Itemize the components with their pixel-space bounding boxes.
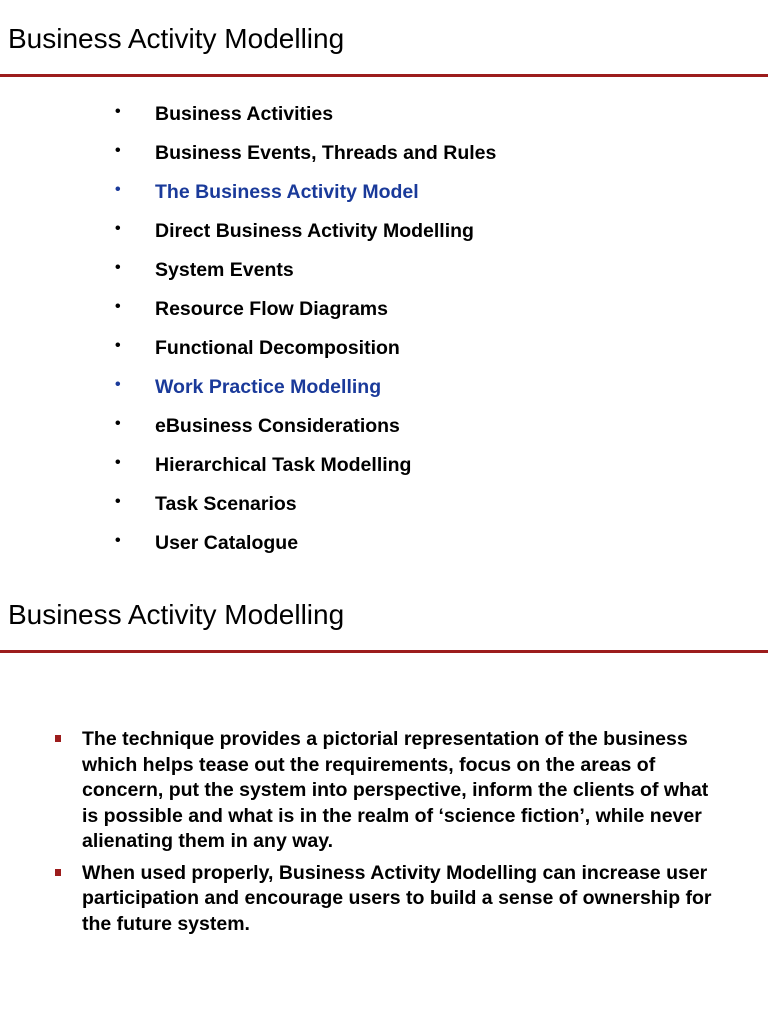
body-bullet-list [0,727,768,943]
bullet-icon: • [115,532,121,549]
bullet-icon: • [115,181,121,198]
agenda-item-label: Work Practice Modelling [155,376,382,398]
agenda-item-label: Hierarchical Task Modelling [155,454,412,476]
slide-title: Business Activity Modelling [8,23,345,54]
title-divider [0,74,768,77]
bullet-icon: • [115,337,121,354]
bullet-icon: • [115,259,121,276]
square-bullet-icon [55,869,61,876]
bullet-icon: • [115,376,121,393]
agenda-item-label: Functional Decomposition [155,337,400,359]
agenda-item-label: Business Events, Threads and Rules [155,142,497,164]
agenda-item-label: System Events [155,259,294,281]
agenda-item-label: Direct Business Activity Modelling [155,220,474,242]
description-slide [0,576,768,1024]
slide-title: Business Activity Modelling [8,599,345,630]
agenda-item-label: Resource Flow Diagrams [155,298,388,320]
bullet-icon: • [115,103,121,120]
agenda-item-label: The Business Activity Model [155,181,419,203]
body-bullet [0,861,768,938]
square-bullet-icon [55,735,61,742]
bullet-icon: • [115,493,121,510]
agenda-item-label: Business Activities [155,103,334,125]
bullet-icon: • [115,298,121,315]
agenda-item-label: User Catalogue [155,532,299,554]
body-bullet-text: The technique provides a pictorial representation of the business which helps tease out the requirements, focus on the areas of concern, put the system into perspective, inform the clients of what is possible and what is in the realm of ‘science fiction’, while never alienating them in any way. [82,728,709,852]
agenda-item-label: eBusiness Considerations [155,415,400,437]
bullet-icon: • [115,415,121,432]
agenda-item-label: Task Scenarios [155,493,297,515]
body-bullet-text: When used properly, Business Activity Modelling can increase user participation and encourage users to build a sense of ownership for the future system. [82,861,712,935]
bullet-icon: • [115,220,121,237]
title-divider [0,650,768,653]
bullet-icon: • [115,454,121,471]
body-bullet [0,727,768,855]
bullet-icon: • [115,142,121,159]
